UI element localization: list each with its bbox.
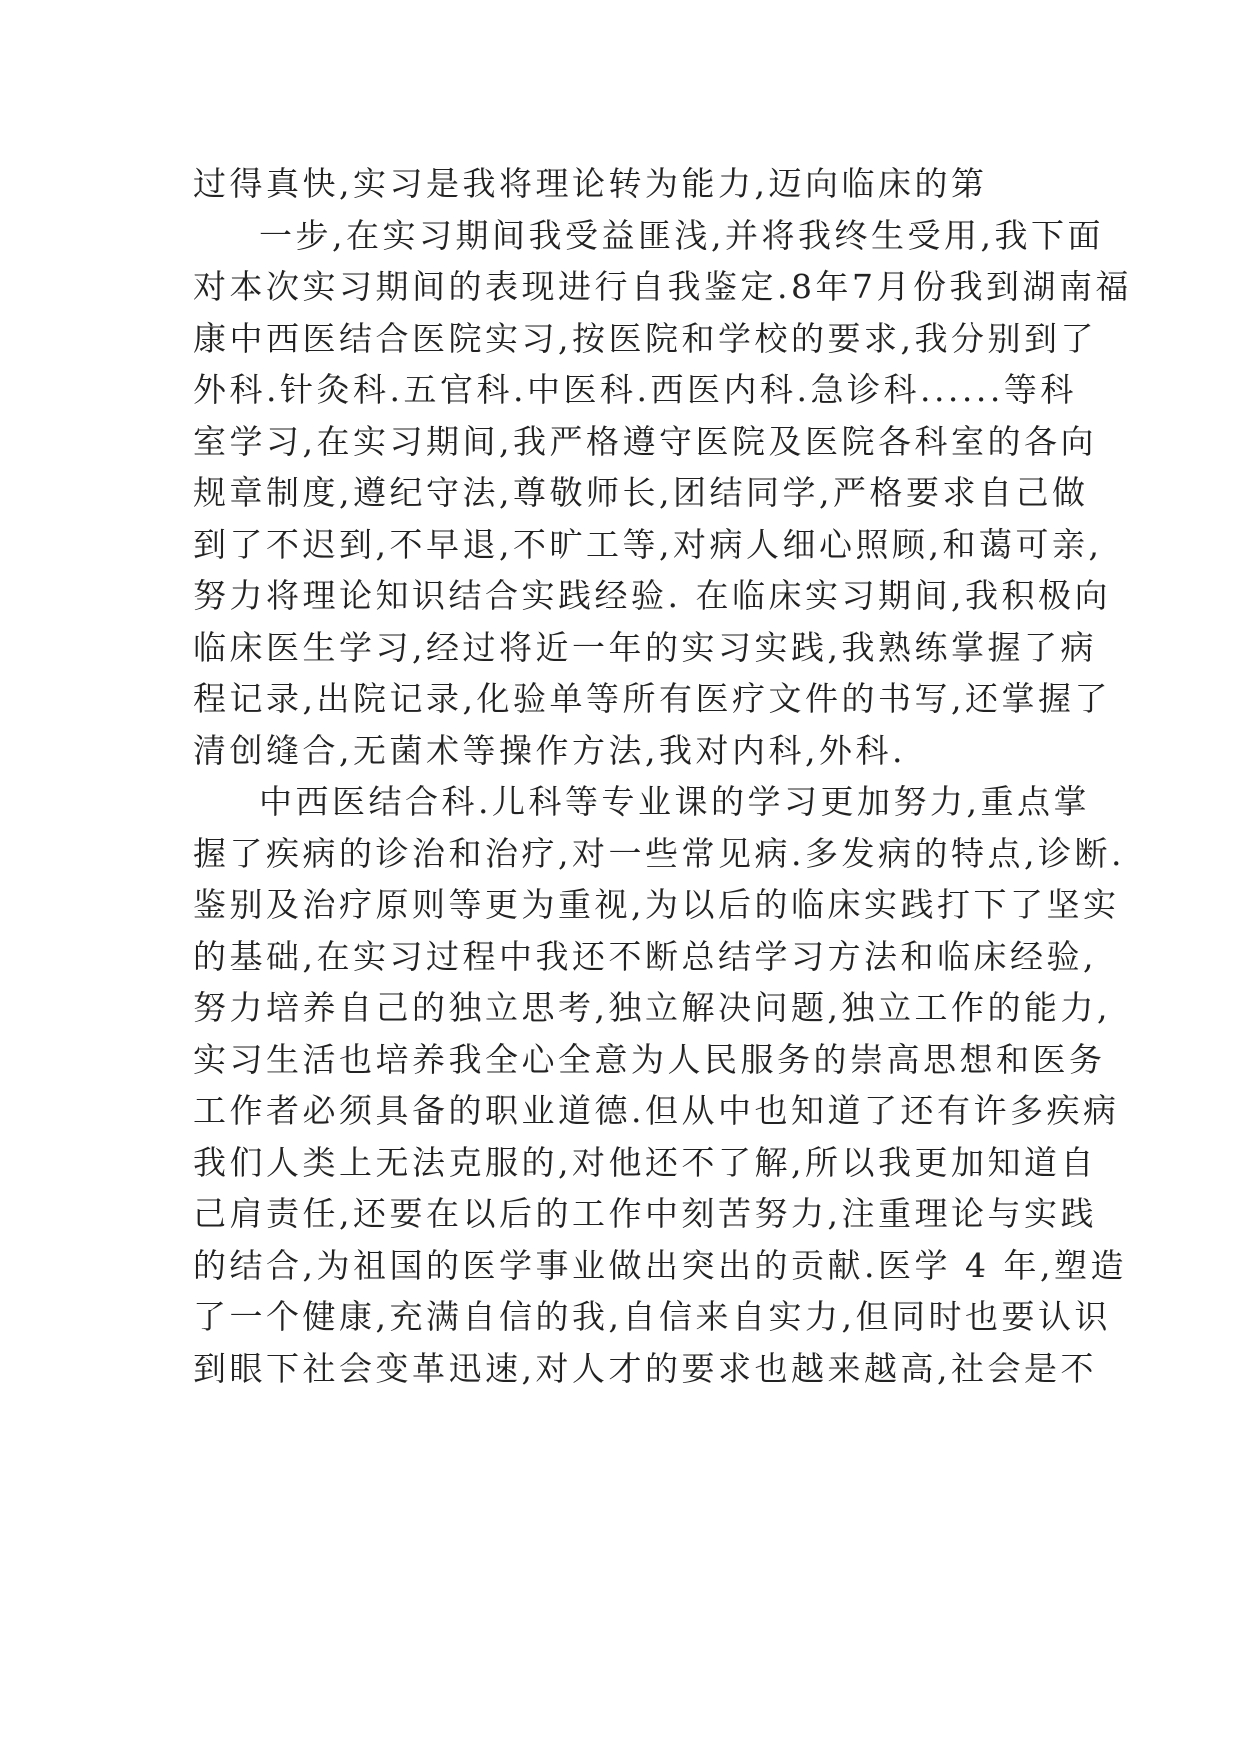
document-line: 实习生活也培养我全心全意为人民服务的崇高思想和医务 — [193, 1039, 1106, 1079]
document-line: 努力将理论知识结合实践经验. 在临床实习期间,我积极向 — [193, 576, 1111, 615]
document-line: 临床医生学习,经过将近一年的实习实践,我熟练掌握了病 — [193, 627, 1097, 667]
document-line: 鉴别及治疗原则等更为重视,为以后的临床实践打下了坚实 — [193, 885, 1120, 924]
document-line: 外科.针灸科.五官科.中医科.西医内科.急诊科......等科 — [193, 370, 1077, 409]
document-line: 一步,在实习期间我受益匪浅,并将我终生受用,我下面 — [259, 215, 1104, 255]
document-line: 康中西医结合医院实习,按医院和学校的要求,我分别到了 — [193, 318, 1097, 358]
document-line: 的结合,为祖国的医学事业做出突出的贡献.医学 4 年,塑造 — [193, 1245, 1127, 1285]
document-line: 己肩责任,还要在以后的工作中刻苦努力,注重理论与实践 — [193, 1194, 1097, 1233]
document-line: 握了疾病的诊治和治疗,对一些常见病.多发病的特点,诊断. — [193, 833, 1125, 873]
document-line: 对本次实习期间的表现进行自我鉴定.8年7月份我到湖南福 — [193, 267, 1132, 306]
document-line: 规章制度,遵纪守法,尊敬师长,团结同学,严格要求自己做 — [193, 473, 1089, 512]
document-line: 室学习,在实习期间,我严格遵守医院及医院各科室的各向 — [193, 421, 1097, 461]
document-line: 程记录,出院记录,化验单等所有医疗文件的书写,还掌握了 — [193, 679, 1111, 718]
document-line: 清创缝合,无菌术等操作方法,我对内科,外科. — [193, 730, 906, 770]
document-line: 我们人类上无法克服的,对他还不了解,所以我更加知道自 — [193, 1142, 1097, 1182]
document-line: 中西医结合科.儿科等专业课的学习更加努力,重点掌 — [259, 782, 1090, 821]
document-line: 到了不迟到,不早退,不旷工等,对病人细心照顾,和蔼可亲, — [193, 524, 1103, 564]
document-line: 到眼下社会变革迅速,对人才的要求也越来越高,社会是不 — [193, 1348, 1097, 1388]
document-line: 工作者必须具备的职业道德.但从中也知道了还有许多疾病 — [193, 1091, 1120, 1130]
document-line: 努力培养自己的独立思考,独立解决问题,独立工作的能力, — [193, 988, 1111, 1027]
document-line: 过得真快,实习是我将理论转为能力,迈向临床的第 — [193, 164, 988, 203]
document-line: 了一个健康,充满自信的我,自信来自实力,但同时也要认识 — [193, 1297, 1111, 1336]
document-body — [193, 158, 1132, 1394]
document-line: 的基础,在实习过程中我还不断总结学习方法和临床经验, — [193, 936, 1097, 976]
